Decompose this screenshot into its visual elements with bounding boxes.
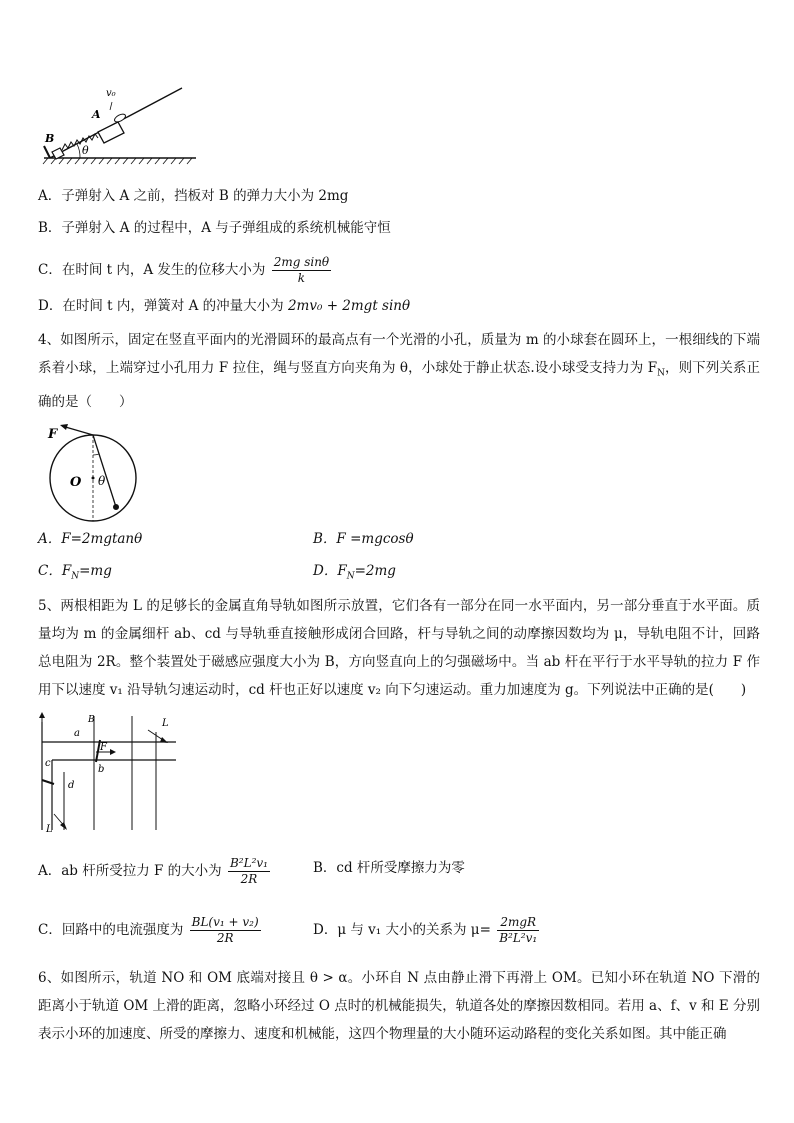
q5-stem: 5、两根相距为 L 的足够长的金属直角导轨如图所示放置，它们各有一部分在同一水平面内，另一部分垂直于水平面。质量均为 m 的金属细杆 ab、cd 与导轨垂直接触形成闭合回路，杆与导轨之间的动摩擦因数均为 μ，导轨电阻不计，回路总电阻为 2R。整个装置处于磁感应强度大小为 B，方向竖直向上的匀强磁场中。当 ab 杆在平行于水平导轨的拉力 F 作用下以速度 v₁ 沿导轨匀速运动时，cd 杆也正好以速度 v₂ 向下匀速运动。重力加速度为 g。下列说法中正确的是( ) <box>38 598 760 698</box>
q3-option-c-text: C．在时间 t 内，A 发生的位移大小为 <box>38 262 266 278</box>
q5-option-d-fraction <box>497 915 539 946</box>
q6-stem: 6、如图所示，轨道 NO 和 OM 底端对接且 θ > α。小环自 N 点由静止滑下再滑上 OM。已知小环在轨道 NO 下滑的距离小于轨道 OM 上滑的距离，忽略小环经过 O 点时的机械能损失，轨道各处的摩擦因数相同。若用 a、f、v 和 E 分别表示小环的加速度、所受的摩擦力、速度和机械能，这四个物理量的大小随环运动路程的变化关系如图。其中能正确 <box>38 970 760 1042</box>
label-a: A <box>92 108 101 121</box>
fraction-numerator: BL(v₁ + v₂) <box>191 915 259 929</box>
fraction-numerator: 2mgR <box>497 915 539 931</box>
label-b: B <box>45 132 55 145</box>
label-o: O <box>70 475 82 490</box>
label-d-rod: d <box>68 780 75 791</box>
label-theta: θ <box>98 474 106 488</box>
label-b-rod: b <box>98 764 105 775</box>
q4-option-d-sub: N <box>346 571 355 582</box>
label-v0: v₀ <box>106 88 116 99</box>
q4-stem-tail: ，则下列关系正确的是（ ） <box>38 360 760 410</box>
q3-option-c-fraction <box>272 255 331 286</box>
q4-option-d <box>313 561 396 587</box>
label-a-rod: a <box>74 728 80 739</box>
q4-option-a: A．F=2mgtanθ <box>38 531 143 547</box>
fraction-denominator: k <box>297 271 306 285</box>
incline-spring-figure <box>40 82 200 168</box>
q5-option-c-fraction <box>190 915 261 946</box>
fraction-numerator: 2mg sinθ <box>273 255 330 269</box>
ring-figure <box>40 420 150 525</box>
fraction-denominator: 2R <box>216 931 234 945</box>
q4-option-c <box>38 561 112 587</box>
q3-option-c <box>38 255 333 286</box>
q4-stem-text: 4、如图所示，固定在竖直平面内的光滑圆环的最高点有一个光滑的小孔，质量为 m 的小球套在圆环上，一根细线的下端系着小球，上端穿过小孔用力 F 拉住，绳与竖直方向夹角为 θ，小球处于静止状态.设小球受支持力为 F <box>38 332 760 376</box>
label-f: F <box>48 427 58 442</box>
theta-label: θ <box>82 144 89 157</box>
label-l-top: L <box>162 718 169 729</box>
q5-option-a-text: A．ab 杆所受拉力 F 的大小为 <box>38 863 222 879</box>
fraction-denominator: 2R <box>240 872 258 886</box>
q5-option-d-text: D．μ 与 v₁ 大小的关系为 μ= <box>313 922 491 938</box>
q3-option-a: A．子弹射入 A 之前，挡板对 B 的弹力大小为 2mg <box>38 188 349 204</box>
q4-option-d-tail: =2mg <box>354 563 396 579</box>
q3-option-d-text: D．在时间 t 内，弹簧对 A 的冲量大小为 <box>38 298 284 314</box>
q3-option-d <box>38 296 410 316</box>
label-c-rod: c <box>45 758 51 769</box>
rails-figure <box>36 712 186 834</box>
q4-option-b: B．F =mgcosθ <box>313 531 414 547</box>
q5-option-c-text: C．回路中的电流强度为 <box>38 922 184 938</box>
q5-option-a-fraction <box>228 856 270 887</box>
q5-option-c <box>38 915 263 946</box>
q4-option-d-text: D．F <box>313 563 347 579</box>
q5-option-a <box>38 856 272 887</box>
q4-stem-sub: N <box>657 368 665 379</box>
label-f-force: F <box>100 742 107 753</box>
q4-option-c-sub: N <box>71 571 80 582</box>
q3-option-d-expr: 2mv₀ + 2mgt sinθ <box>287 298 411 314</box>
label-b-field: B <box>88 715 95 725</box>
q4-option-c-tail: =mg <box>79 563 112 579</box>
label-l-bottom: L <box>46 824 53 834</box>
fraction-numerator: B²L²v₁ <box>229 856 268 870</box>
q4-option-c-text: C．F <box>38 563 72 579</box>
q5-option-b: B．cd 杆所受摩擦力为零 <box>313 860 465 876</box>
q5-option-d <box>313 915 541 946</box>
fraction-denominator: B²L²v₁ <box>499 931 538 945</box>
q3-option-b: B．子弹射入 A 的过程中，A 与子弹组成的系统机械能守恒 <box>38 220 391 236</box>
q4-stem <box>38 326 760 416</box>
